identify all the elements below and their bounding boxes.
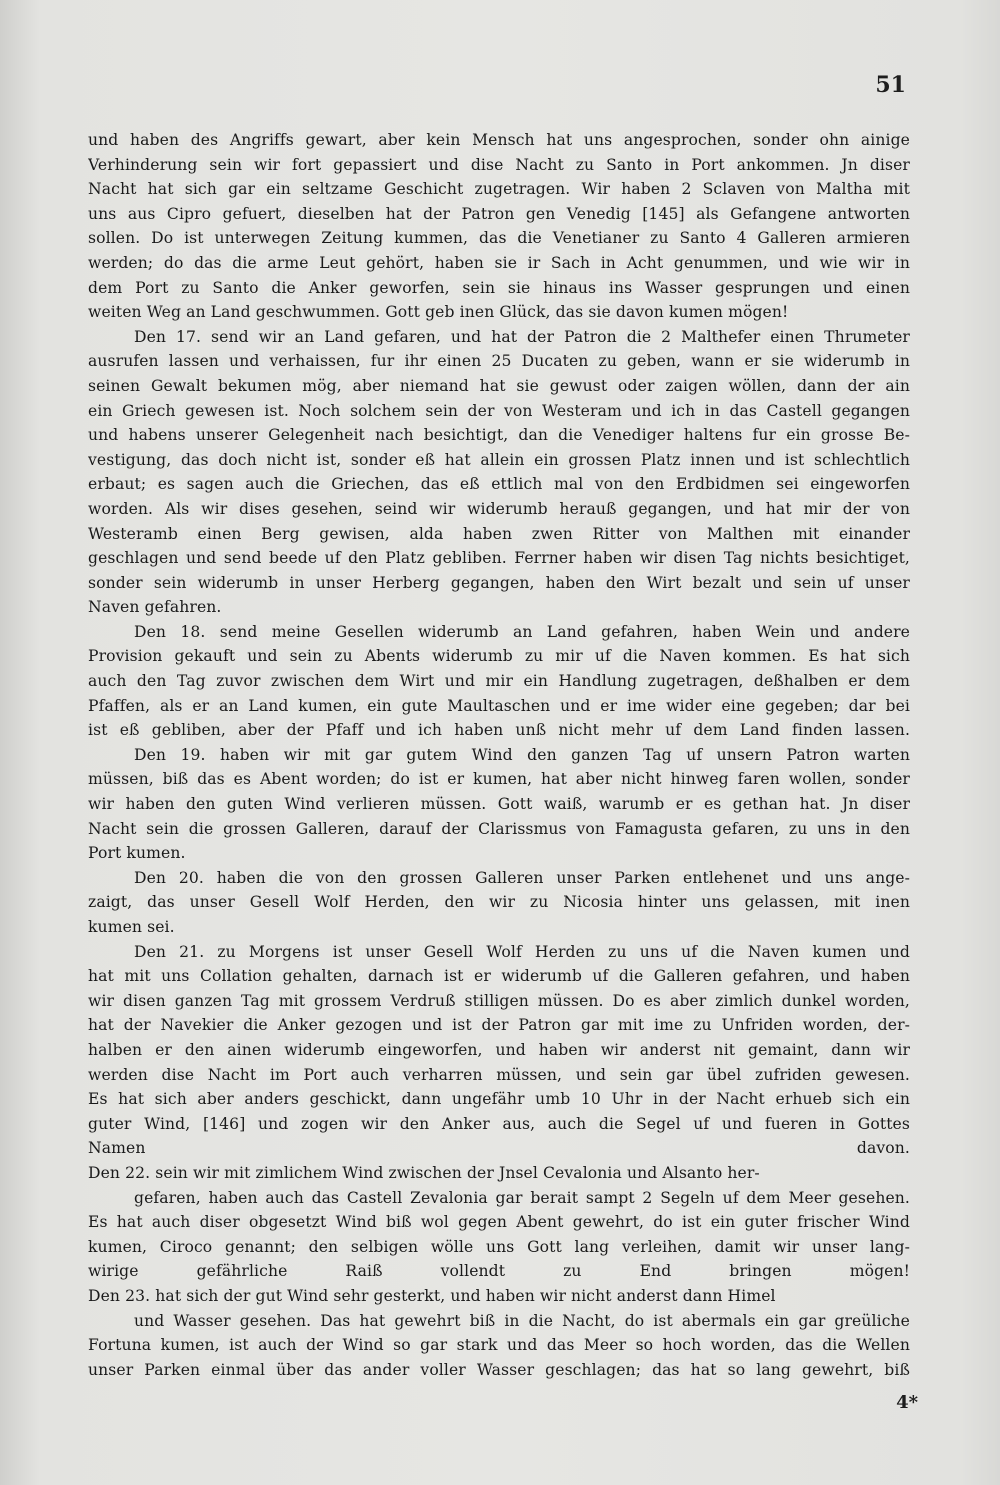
- text-line: müssen, biß das es Abent worden; do ist er kumen, hat aber nicht hinweg faren wollen, sonder: [88, 770, 910, 789]
- text-line: und habens unserer Gelegenheit nach besichtigt, dan die Venediger haltens fur ein grosse Be-: [88, 426, 910, 445]
- text-line: Den 20. haben die von den grossen Galleren unser Parken entlehenet und uns ange-: [134, 868, 910, 887]
- text-line: weiten Weg an Land geschwummen. Gott geb inen Glück, das sie davon kumen mögen!: [88, 303, 789, 322]
- text-line: wir disen ganzen Tag mit grossem Verdruß stilligen müssen. Do es aber zimlich dunkel worden,: [88, 991, 910, 1010]
- text-line: seinen Gewalt bekumen mög, aber niemand hat sie gewust oder zaigen wöllen, dann der ain: [88, 376, 910, 395]
- text-line: hat mit uns Collation gehalten, darnach ist er widerumb uf die Galleren gefahren, und haben: [88, 967, 910, 986]
- text-line: hat der Navekier die Anker gezogen und ist der Patron gar mit ime zu Unfriden worden, der-: [88, 1016, 910, 1035]
- text-line: guter Wind, [146] und zogen wir den Anker aus, auch die Segel uf und fueren in Gottes: [88, 1114, 910, 1133]
- text-line: unser Parken einmal über das ander voller Wasser geschlagen; das hat so lang gewehrt, biß: [88, 1360, 910, 1379]
- text-line: werden dise Nacht im Port auch verharren müssen, und sein gar übel zufriden gewesen.: [88, 1065, 910, 1084]
- signature-mark: 4*: [896, 1392, 918, 1413]
- text-line: uns aus Cipro gefuert, dieselben hat der Patron gen Venedig [145] als Gefangene antworten: [88, 204, 910, 223]
- body-text: [88, 128, 910, 1382]
- text-line: ist eß gebliben, aber der Pfaff und ich haben unß nicht mehr uf dem Land finden lassen.: [88, 721, 910, 740]
- text-line: ausrufen lassen und verhaissen, fur ihr einen 25 Ducaten zu geben, wann er sie widerumb in: [88, 352, 910, 371]
- text-line: worden. Als wir dises gesehen, seind wir widerumb herauß gegangen, und hat mir der von: [88, 499, 910, 518]
- text-line: erbaut; es sagen auch die Griechen, das eß ettlich mal von den Erdbidmen sei eingeworfen: [88, 475, 910, 494]
- text-line: kumen sei.: [88, 918, 175, 936]
- text-line: wir haben den guten Wind verlieren müssen. Gott waiß, warumb er es gethan hat. Jn diser: [88, 795, 910, 814]
- text-line: und Wasser gesehen. Das hat gewehrt biß in die Nacht, do ist abermals ein gar greüliche: [134, 1311, 910, 1330]
- text-line: Den 17. send wir an Land gefaren, und hat der Patron die 2 Malthefer einen Thrumeter: [134, 327, 910, 346]
- text-line: Namen davon.: [88, 1139, 910, 1158]
- text-line: werden; do das die arme Leut gehört, haben sie ir Sach in Acht genummen, und wie wir in: [88, 253, 910, 272]
- text-line: wirige gefährliche Raiß vollendt zu End bringen mögen!: [88, 1262, 910, 1281]
- text-line: Port kumen.: [88, 844, 186, 863]
- text-line: Es hat sich aber anders geschickt, dann ungefähr umb 10 Uhr in der Nacht erhueb sich ein: [88, 1090, 910, 1109]
- text-line: kumen, Ciroco genannt; den selbigen wölle uns Gott lang verleihen, damit wir unser lang-: [88, 1237, 910, 1256]
- text-line: ein Griech gewesen ist. Noch solchem sein der von Westeram und ich in das Castell gegangen: [88, 401, 910, 420]
- text-line: Pfaffen, als er an Land kumen, ein gute Maultaschen und er ime wider eine gegeben; dar bei: [88, 696, 910, 715]
- text-line: geschlagen und send beede uf den Platz gebliben. Ferrner haben wir disen Tag nichts besichtiget,: [88, 549, 910, 568]
- text-line: Provision gekauft und sein zu Abents widerumb zu mir uf die Naven kommen. Es hat sich: [88, 647, 910, 666]
- text-line: Den 21. zu Morgens ist unser Gesell Wolf Herden zu uns uf die Naven kumen und: [134, 942, 910, 961]
- text-line: sonder sein widerumb in unser Herberg gegangen, haben den Wirt bezalt und sein uf unser: [88, 573, 910, 592]
- text-line: Es hat auch diser obgesetzt Wind biß wol gegen Abent gewehrt, do ist ein guter frischer Wind: [88, 1213, 910, 1232]
- text-line: Nacht sein die grossen Galleren, darauf der Clarissmus von Famagusta gefaren, zu uns in den: [88, 819, 910, 838]
- text-line: sollen. Do ist unterwegen Zeitung kummen, das die Venetianer zu Santo 4 Galleren armieren: [88, 229, 910, 248]
- text-line: Westeramb einen Berg gewisen, alda haben zwen Ritter von Malthen mit einander: [88, 524, 910, 543]
- text-line: Den 23. hat sich der gut Wind sehr gesterkt, und haben wir nicht anderst dann Himel: [88, 1286, 776, 1305]
- text-line: Den 22. sein wir mit zimlichem Wind zwischen der Jnsel Cevalonia und Alsanto her-: [88, 1163, 760, 1182]
- text-line: Den 18. send meine Gesellen widerumb an Land gefahren, haben Wein und andere: [134, 622, 910, 641]
- text-line: Nacht hat sich gar ein seltzame Geschicht zugetragen. Wir haben 2 Sclaven von Maltha mit: [88, 180, 910, 199]
- text-line: Fortuna kumen, ist auch der Wind so gar stark und das Meer so hoch worden, das die Wellen: [88, 1336, 910, 1355]
- text-line: auch den Tag zuvor zwischen dem Wirt und mir ein Handlung zugetragen, deßhalben er dem: [88, 672, 910, 691]
- text-line: gefaren, haben auch das Castell Zevalonia gar berait sampt 2 Segeln uf dem Meer gesehen.: [134, 1188, 910, 1207]
- page-number: 51: [875, 72, 906, 98]
- text-line: vestigung, das doch nicht ist, sonder eß hat allein ein grossen Platz innen und ist schlechtlich: [88, 450, 910, 469]
- text-line: Den 19. haben wir mit gar gutem Wind den ganzen Tag uf unsern Patron warten: [134, 745, 910, 764]
- text-line: Naven gefahren.: [88, 598, 222, 617]
- text-line: und haben des Angriffs gewart, aber kein Mensch hat uns angesprochen, sonder ohn ainige: [88, 131, 910, 149]
- text-line: dem Port zu Santo die Anker geworfen, sein sie hinaus ins Wasser gesprungen und einen: [88, 278, 910, 297]
- text-line: Verhinderung sein wir fort gepassiert und dise Nacht zu Santo in Port ankommen. Jn diser: [88, 155, 910, 174]
- text-line: zaigt, das unser Gesell Wolf Herden, den wir zu Nicosia hinter uns gelassen, mit inen: [88, 893, 910, 912]
- text-line: halben er den ainen widerumb eingeworfen, und haben wir anderst nit gemaint, dann wir: [88, 1040, 910, 1059]
